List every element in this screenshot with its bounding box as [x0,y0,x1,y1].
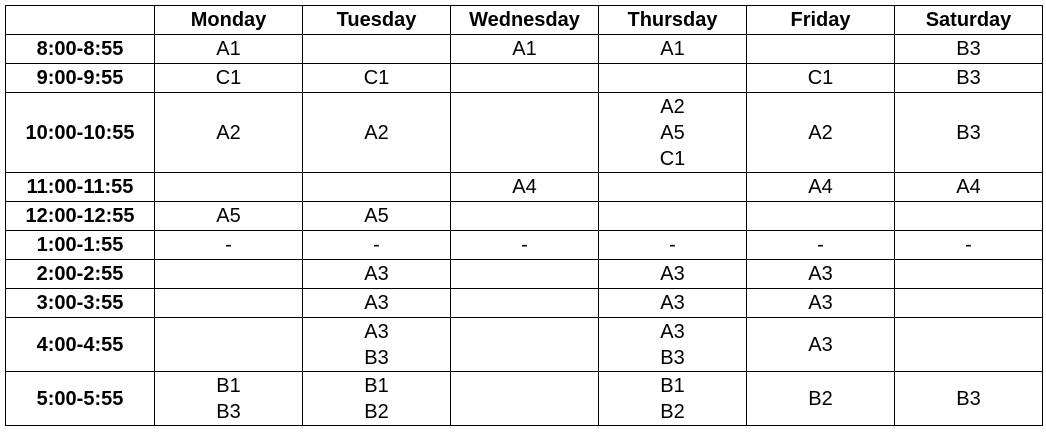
course-code: A3 [808,292,833,314]
schedule-cell-saturday [895,260,1043,289]
schedule-cell-saturday [895,35,1043,64]
time-slot-label: 10:00-10:55 [6,93,155,173]
course-code: C1 [363,67,390,89]
table-row [6,64,1043,93]
schedule-cell-saturday [895,64,1043,93]
schedule-cell-friday [747,260,895,289]
course-code: - [817,234,824,256]
course-code: A5 [660,121,685,144]
table-row [6,372,1043,426]
table-row [6,202,1043,231]
schedule-cell-thursday [599,35,747,64]
schedule-cell-monday [155,260,303,289]
course-code: A2 [660,95,685,118]
course-code: - [521,234,528,256]
time-slot-label: 4:00-4:55 [6,318,155,372]
schedule-cell-friday [747,35,895,64]
course-code: - [669,234,676,256]
timetable-body [6,35,1043,426]
course-code: A3 [364,292,389,314]
timetable [5,5,1043,426]
schedule-cell-monday [155,93,303,173]
course-code: - [965,234,972,256]
schedule-cell-monday [155,318,303,372]
schedule-cell-thursday [599,93,747,173]
time-slot-label: 11:00-11:55 [6,173,155,202]
schedule-cell-saturday [895,231,1043,260]
day-header-monday: Monday [155,6,303,35]
schedule-cell-monday [155,64,303,93]
schedule-cell-wednesday [451,289,599,318]
schedule-cell-tuesday [303,64,451,93]
course-code: B2 [660,400,685,423]
schedule-cell-saturday [895,93,1043,173]
time-slot-label: 9:00-9:55 [6,64,155,93]
course-code: A2 [364,121,389,144]
schedule-cell-monday [155,202,303,231]
course-code: B3 [956,387,981,410]
course-code: B2 [808,387,833,410]
time-slot-label: 12:00-12:55 [6,202,155,231]
course-code: A3 [808,333,833,356]
course-code: B2 [364,400,389,423]
course-code: A1 [660,38,685,60]
course-code: - [373,234,380,256]
table-row [6,231,1043,260]
schedule-cell-friday [747,318,895,372]
corner-cell [6,6,155,35]
course-code: B3 [216,400,241,423]
course-code: B1 [364,374,389,397]
schedule-cell-saturday [895,372,1043,426]
schedule-cell-tuesday [303,173,451,202]
schedule-cell-tuesday [303,202,451,231]
course-code: B1 [660,374,685,397]
time-slot-label: 2:00-2:55 [6,260,155,289]
schedule-cell-tuesday [303,35,451,64]
schedule-cell-wednesday [451,231,599,260]
course-code: A3 [364,320,389,343]
schedule-cell-tuesday [303,260,451,289]
course-code: A3 [660,320,685,343]
course-code: A4 [808,176,833,198]
course-code: A4 [512,176,537,198]
schedule-cell-saturday [895,318,1043,372]
course-code: C1 [215,67,242,89]
schedule-cell-wednesday [451,64,599,93]
day-header-thursday: Thursday [599,6,747,35]
schedule-cell-monday [155,231,303,260]
schedule-cell-monday [155,35,303,64]
day-header-friday: Friday [747,6,895,35]
time-slot-label: 5:00-5:55 [6,372,155,426]
schedule-cell-thursday [599,202,747,231]
schedule-cell-wednesday [451,260,599,289]
schedule-cell-wednesday [451,318,599,372]
course-code: B3 [956,38,981,60]
course-code: C1 [659,147,686,170]
schedule-cell-wednesday [451,202,599,231]
schedule-cell-friday [747,372,895,426]
schedule-cell-monday [155,289,303,318]
course-code: A5 [364,205,389,227]
course-code: B1 [216,374,241,397]
course-code: B3 [956,121,981,144]
time-slot-label: 1:00-1:55 [6,231,155,260]
schedule-cell-saturday [895,173,1043,202]
table-row [6,318,1043,372]
course-code: A4 [956,176,981,198]
schedule-cell-thursday [599,289,747,318]
table-row [6,35,1043,64]
schedule-cell-wednesday [451,173,599,202]
course-code: A2 [808,121,833,144]
table-row [6,173,1043,202]
table-row [6,260,1043,289]
time-slot-label: 8:00-8:55 [6,35,155,64]
schedule-cell-wednesday [451,93,599,173]
schedule-cell-thursday [599,64,747,93]
schedule-cell-thursday [599,231,747,260]
course-code: A5 [216,205,241,227]
schedule-cell-friday [747,173,895,202]
course-code: A1 [216,38,241,60]
course-code: A3 [364,263,389,285]
schedule-cell-friday [747,289,895,318]
course-code: A3 [660,263,685,285]
schedule-cell-thursday [599,173,747,202]
schedule-cell-thursday [599,318,747,372]
course-code: - [225,234,232,256]
time-slot-label: 3:00-3:55 [6,289,155,318]
course-code: B3 [364,346,389,369]
schedule-cell-wednesday [451,372,599,426]
schedule-cell-saturday [895,202,1043,231]
schedule-cell-friday [747,93,895,173]
schedule-cell-friday [747,202,895,231]
table-row [6,93,1043,173]
course-code: A2 [216,121,241,144]
course-code: A3 [808,263,833,285]
schedule-cell-tuesday [303,231,451,260]
course-code: B3 [956,67,981,89]
schedule-cell-thursday [599,372,747,426]
schedule-cell-monday [155,372,303,426]
day-header-wednesday: Wednesday [451,6,599,35]
schedule-cell-monday [155,173,303,202]
header-row [6,6,1043,35]
schedule-cell-wednesday [451,35,599,64]
schedule-cell-friday [747,231,895,260]
schedule-cell-friday [747,64,895,93]
course-code: C1 [807,67,834,89]
course-code: A3 [660,292,685,314]
schedule-cell-tuesday [303,372,451,426]
schedule-cell-tuesday [303,93,451,173]
course-code: B3 [660,346,685,369]
schedule-cell-tuesday [303,318,451,372]
day-header-saturday: Saturday [895,6,1043,35]
schedule-cell-saturday [895,289,1043,318]
day-header-tuesday: Tuesday [303,6,451,35]
table-row [6,289,1043,318]
schedule-cell-thursday [599,260,747,289]
schedule-cell-tuesday [303,289,451,318]
course-code: A1 [512,38,537,60]
